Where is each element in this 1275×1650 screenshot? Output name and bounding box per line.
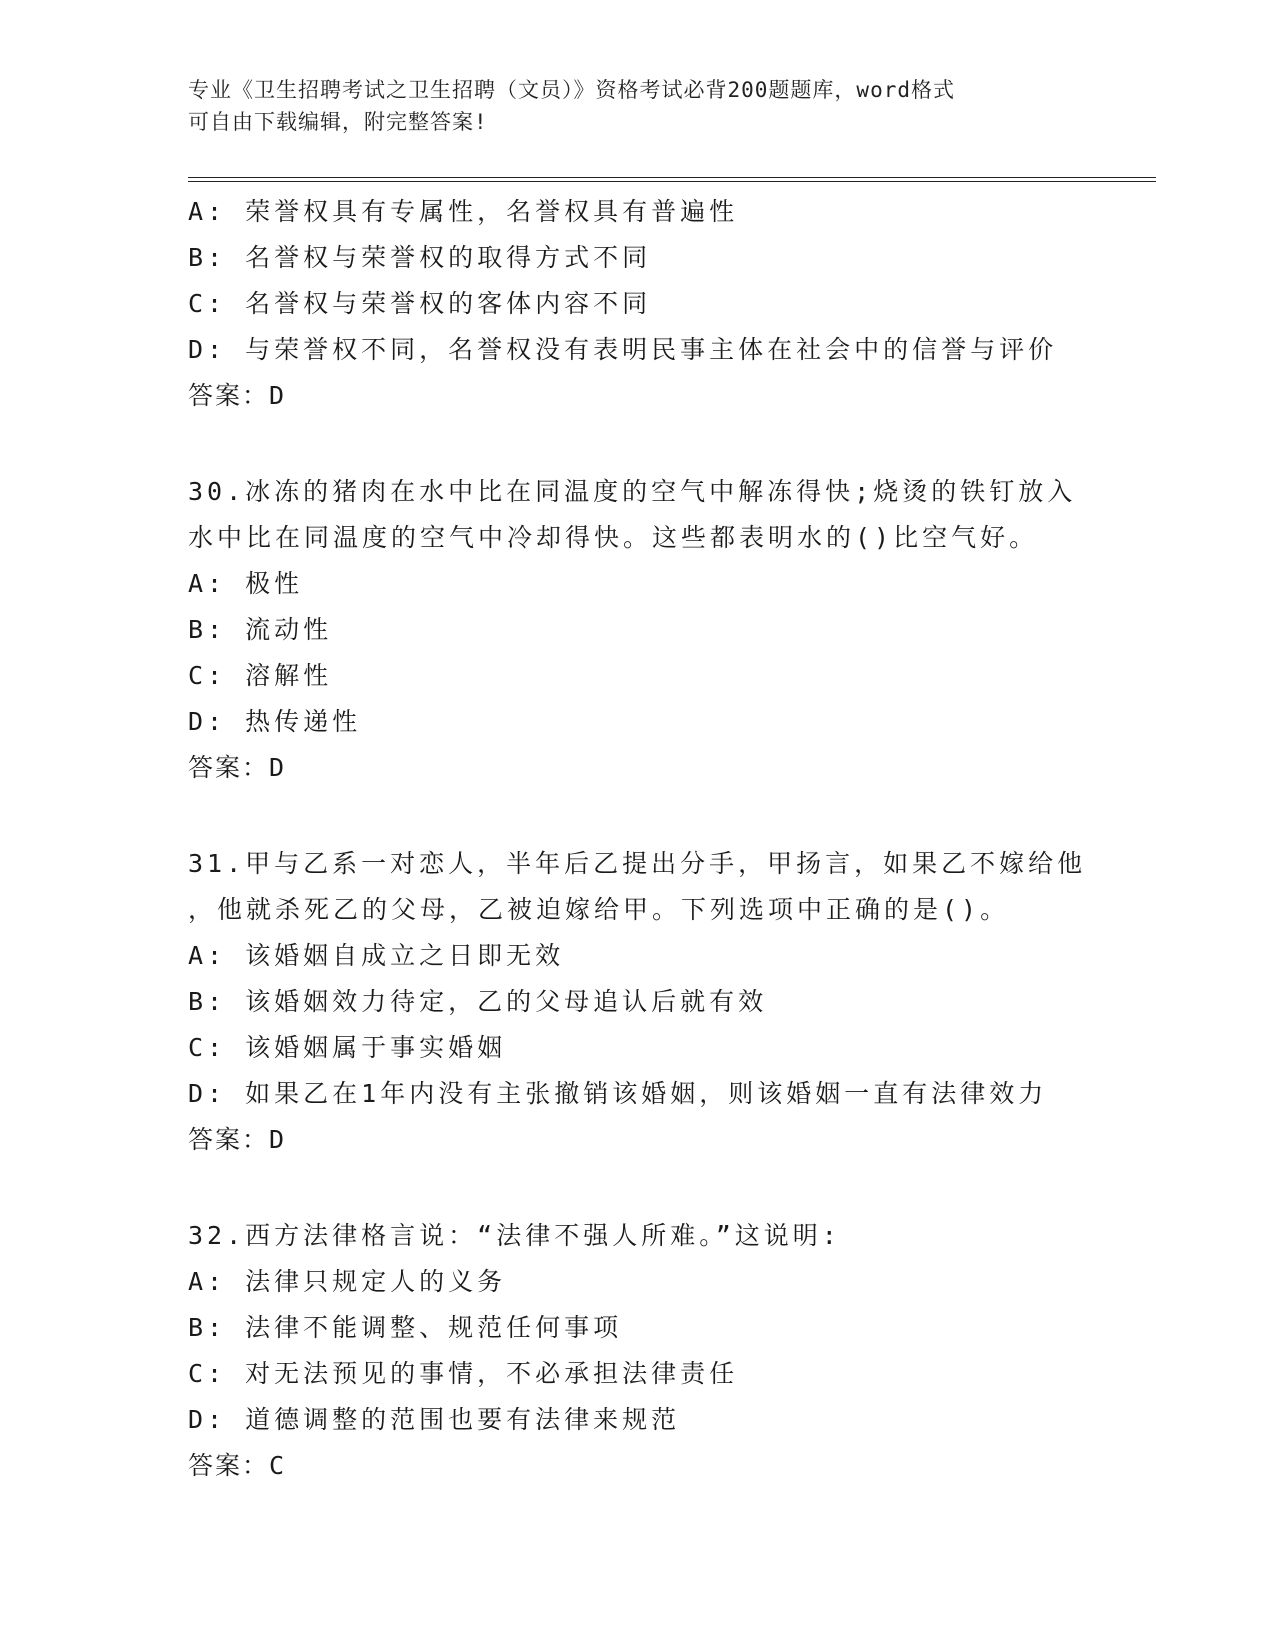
option-b: B: 该婚姻效力待定，乙的父母追认后就有效 (188, 987, 768, 1016)
header-line-2: 可自由下载编辑，附完整答案! (188, 110, 488, 134)
answer-value: C (269, 1451, 285, 1480)
option-b: B: 流动性 (188, 615, 333, 644)
answer-label: 答案： (188, 1451, 270, 1480)
option-d: D: 热传递性 (188, 707, 362, 736)
answer-value: D (269, 753, 285, 782)
header-divider-top (188, 177, 1156, 178)
option-d: D: 如果乙在1年内没有主张撤销该婚姻，则该婚姻一直有法律效力 (188, 1079, 1048, 1108)
question-text-line-2: ，他就杀死乙的父母，乙被迫嫁给甲。下列选项中正确的是()。 (188, 895, 1010, 924)
answer-label: 答案： (188, 753, 270, 782)
option-d: D: 与荣誉权不同，名誉权没有表明民事主体在社会中的信誉与评价 (188, 335, 1058, 364)
question-block-32 (188, 1213, 1088, 1489)
answer-value: D (269, 1125, 285, 1154)
header-line-1: 专业《卫生招聘考试之卫生招聘（文员）》资格考试必背200题题库，word格式 (188, 78, 955, 102)
question-text-line-2: 水中比在同温度的空气中冷却得快。这些都表明水的()比空气好。 (188, 523, 1039, 552)
option-c: C: 名誉权与荣誉权的客体内容不同 (188, 289, 652, 318)
option-c: C: 对无法预见的事情，不必承担法律责任 (188, 1359, 739, 1388)
question-block-30 (188, 469, 1088, 791)
option-c: C: 溶解性 (188, 661, 333, 690)
page-header (188, 74, 1088, 138)
option-b: B: 法律不能调整、规范任何事项 (188, 1313, 623, 1342)
answer-label: 答案： (188, 381, 270, 410)
option-a: A: 极性 (188, 569, 304, 598)
question-text-line-1: 31.甲与乙系一对恋人，半年后乙提出分手，甲扬言，如果乙不嫁给他 (188, 849, 1087, 878)
document-content (188, 189, 1088, 1489)
question-text-line-1: 32.西方法律格言说：“法律不强人所难。”这说明: (188, 1221, 841, 1250)
answer-value: D (269, 381, 285, 410)
question-block-31 (188, 841, 1088, 1163)
option-b: B: 名誉权与荣誉权的取得方式不同 (188, 243, 652, 272)
option-a: A: 法律只规定人的义务 (188, 1267, 507, 1296)
option-d: D: 道德调整的范围也要有法律来规范 (188, 1405, 681, 1434)
option-c: C: 该婚姻属于事实婚姻 (188, 1033, 507, 1062)
answer-label: 答案： (188, 1125, 270, 1154)
question-text-line-1: 30.冰冻的猪肉在水中比在同温度的空气中解冻得快;烧烫的铁钉放入 (188, 477, 1077, 506)
answer-line (188, 745, 1088, 791)
answer-line (188, 373, 1088, 419)
answer-line (188, 1443, 1088, 1489)
option-a: A: 该婚姻自成立之日即无效 (188, 941, 565, 970)
header-divider-bottom (188, 181, 1156, 182)
question-block-continued (188, 189, 1088, 419)
option-a: A: 荣誉权具有专属性，名誉权具有普遍性 (188, 197, 739, 226)
answer-line (188, 1117, 1088, 1163)
